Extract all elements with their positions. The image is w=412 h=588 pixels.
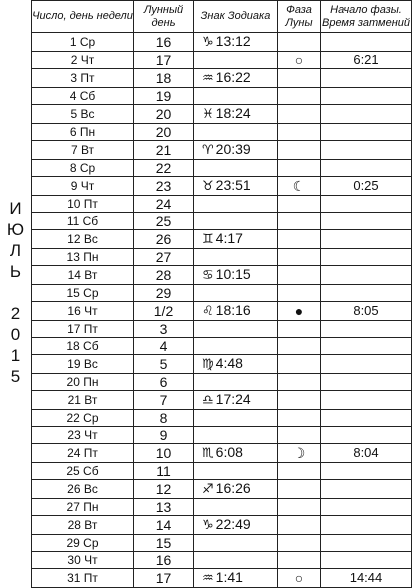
moon-phase-icon	[278, 141, 321, 160]
lunar-day-cell: 15	[134, 535, 194, 552]
table-row	[32, 249, 412, 266]
moon-phase-icon	[278, 355, 321, 374]
zodiac-icon: ♌	[202, 304, 214, 319]
lunar-day-cell: 20	[134, 105, 194, 124]
moon-phase-icon	[278, 535, 321, 552]
zodiac-cell	[194, 355, 278, 374]
day-cell: 29 Ср	[32, 535, 134, 552]
zodiac-cell	[194, 569, 278, 588]
table-row	[32, 124, 412, 141]
moon-phase-icon	[278, 321, 321, 338]
lunar-day-cell: 29	[134, 285, 194, 302]
moon-phase-icon	[278, 124, 321, 141]
table-row	[32, 88, 412, 105]
lunar-day-cell: 9	[134, 427, 194, 444]
zodiac-cell	[194, 338, 278, 355]
zodiac-cell	[194, 410, 278, 427]
phase-time-cell	[321, 213, 412, 230]
day-cell: 23 Чт	[32, 427, 134, 444]
lunar-day-cell: 27	[134, 249, 194, 266]
zodiac-cell	[194, 230, 278, 249]
lunar-day-cell: 6	[134, 374, 194, 391]
table-row	[32, 552, 412, 569]
lunar-day-cell: 23	[134, 177, 194, 196]
day-cell: 16 Чт	[32, 302, 134, 321]
phase-time-cell	[321, 105, 412, 124]
zodiac-cell	[194, 160, 278, 177]
day-cell: 7 Вт	[32, 141, 134, 160]
zodiac-cell	[194, 463, 278, 480]
day-cell: 31 Пт	[32, 569, 134, 588]
zodiac-icon: ♈	[202, 143, 214, 158]
zodiac-icon: ♓	[202, 107, 214, 122]
phase-time-cell: 8:04	[321, 444, 412, 463]
moon-phase-icon	[278, 196, 321, 213]
lunar-day-cell: 16	[134, 552, 194, 569]
day-cell: 21 Вт	[32, 391, 134, 410]
zodiac-icon: ♑	[202, 35, 214, 50]
zodiac-icon: ♊	[202, 232, 214, 247]
zodiac-cell	[194, 391, 278, 410]
lunar-day-cell: 18	[134, 69, 194, 88]
table-row	[32, 33, 412, 52]
moon-phase-icon	[278, 374, 321, 391]
zodiac-time: 16:26	[215, 480, 251, 496]
moon-phase-icon	[278, 266, 321, 285]
zodiac-cell	[194, 285, 278, 302]
day-cell: 6 Пн	[32, 124, 134, 141]
zodiac-cell	[194, 105, 278, 124]
zodiac-cell	[194, 213, 278, 230]
table-row	[32, 69, 412, 88]
phase-time-cell	[321, 69, 412, 88]
table-row	[32, 141, 412, 160]
lunar-day-cell: 19	[134, 88, 194, 105]
day-cell: 10 Пт	[32, 196, 134, 213]
header-phase-start: Начало фазы. Время затмений	[321, 1, 412, 33]
zodiac-cell	[194, 374, 278, 391]
table-row	[32, 160, 412, 177]
table-row	[32, 516, 412, 535]
lunar-day-cell: 24	[134, 196, 194, 213]
day-cell: 17 Пт	[32, 321, 134, 338]
table-row	[32, 374, 412, 391]
day-cell: 18 Сб	[32, 338, 134, 355]
phase-time-cell	[321, 33, 412, 52]
phase-time-cell	[321, 141, 412, 160]
day-cell: 28 Вт	[32, 516, 134, 535]
lunar-day-cell: 17	[134, 569, 194, 588]
table-row	[32, 444, 412, 463]
day-cell: 19 Вс	[32, 355, 134, 374]
phase-time-cell	[321, 516, 412, 535]
zodiac-icon: ♋	[202, 268, 214, 283]
phase-time-cell: 8:05	[321, 302, 412, 321]
zodiac-cell	[194, 124, 278, 141]
lunar-day-cell: 16	[134, 33, 194, 52]
zodiac-cell	[194, 196, 278, 213]
lunar-day-cell: 25	[134, 213, 194, 230]
phase-time-cell	[321, 249, 412, 266]
day-cell: 24 Пт	[32, 444, 134, 463]
lunar-day-cell: 7	[134, 391, 194, 410]
zodiac-cell	[194, 266, 278, 285]
moon-phase-icon: ○	[278, 52, 321, 69]
phase-time-cell	[321, 266, 412, 285]
phase-time-cell	[321, 463, 412, 480]
zodiac-time: 1:41	[215, 569, 243, 585]
moon-phase-icon	[278, 69, 321, 88]
day-cell: 13 Пн	[32, 249, 134, 266]
table-row	[32, 338, 412, 355]
year: 2 0 1 5	[10, 304, 21, 386]
zodiac-icon: ♒	[202, 71, 214, 86]
zodiac-cell	[194, 552, 278, 569]
moon-phase-icon: ○	[278, 569, 321, 588]
moon-phase-icon	[278, 338, 321, 355]
zodiac-icon: ♉	[202, 179, 214, 194]
zodiac-cell	[194, 535, 278, 552]
table-row	[32, 52, 412, 69]
day-cell: 26 Вс	[32, 480, 134, 499]
zodiac-time: 13:12	[215, 33, 251, 49]
lunar-day-cell: 4	[134, 338, 194, 355]
table-row	[32, 196, 412, 213]
table-row	[32, 266, 412, 285]
phase-time-cell	[321, 160, 412, 177]
header-row	[32, 1, 412, 33]
moon-phase-icon	[278, 213, 321, 230]
zodiac-cell	[194, 480, 278, 499]
phase-time-cell	[321, 535, 412, 552]
lunar-day-cell: 10	[134, 444, 194, 463]
zodiac-time: 18:16	[215, 302, 251, 318]
zodiac-icon: ♐	[202, 482, 214, 497]
table-row	[32, 230, 412, 249]
zodiac-time: 17:24	[215, 391, 251, 407]
header-zodiac-sign: Знак Зодиака	[194, 1, 278, 33]
phase-time-cell	[321, 196, 412, 213]
month-year-vertical	[0, 198, 31, 387]
lunar-day-cell: 22	[134, 160, 194, 177]
zodiac-time: 16:22	[215, 69, 251, 85]
phase-time-cell	[321, 321, 412, 338]
zodiac-cell	[194, 444, 278, 463]
phase-time-cell: 0:25	[321, 177, 412, 196]
day-cell: 27 Пн	[32, 499, 134, 516]
lunar-day-cell: 21	[134, 141, 194, 160]
phase-time-cell	[321, 499, 412, 516]
day-cell: 20 Пн	[32, 374, 134, 391]
moon-phase-icon	[278, 160, 321, 177]
table-row	[32, 213, 412, 230]
phase-time-cell	[321, 338, 412, 355]
lunar-day-cell: 14	[134, 516, 194, 535]
header-day: Число, день недели	[32, 1, 134, 33]
lunar-day-cell: 13	[134, 499, 194, 516]
table-row	[32, 480, 412, 499]
table-row	[32, 302, 412, 321]
phase-time-cell: 14:44	[321, 569, 412, 588]
moon-phase-icon	[278, 230, 321, 249]
day-cell: 2 Чт	[32, 52, 134, 69]
day-cell: 8 Ср	[32, 160, 134, 177]
moon-phase-icon: ☽	[278, 444, 321, 463]
phase-time-cell	[321, 355, 412, 374]
zodiac-time: 10:15	[215, 266, 251, 282]
zodiac-icon: ♍	[202, 357, 214, 372]
table-row	[32, 535, 412, 552]
moon-phase-icon	[278, 33, 321, 52]
phase-time-cell	[321, 391, 412, 410]
day-cell: 12 Вс	[32, 230, 134, 249]
zodiac-time: 22:49	[215, 516, 251, 532]
moon-phase-icon: ☾	[278, 177, 321, 196]
lunar-day-cell: 1/2	[134, 302, 194, 321]
moon-phase-icon	[278, 105, 321, 124]
table-row	[32, 427, 412, 444]
table-row	[32, 321, 412, 338]
phase-time-cell	[321, 230, 412, 249]
day-cell: 11 Сб	[32, 213, 134, 230]
moon-phase-icon	[278, 463, 321, 480]
day-cell: 25 Сб	[32, 463, 134, 480]
lunar-day-cell: 8	[134, 410, 194, 427]
table-row	[32, 569, 412, 588]
phase-time-cell	[321, 88, 412, 105]
zodiac-time: 4:17	[215, 230, 243, 246]
day-cell: 22 Ср	[32, 410, 134, 427]
zodiac-cell	[194, 69, 278, 88]
moon-phase-icon	[278, 516, 321, 535]
lunar-day-cell: 11	[134, 463, 194, 480]
zodiac-icon: ♏	[202, 446, 214, 461]
month-name: И Ю Л Ь	[6, 199, 25, 281]
day-cell: 5 Вс	[32, 105, 134, 124]
day-cell: 4 Сб	[32, 88, 134, 105]
table-row	[32, 410, 412, 427]
zodiac-cell	[194, 249, 278, 266]
lunar-day-cell: 28	[134, 266, 194, 285]
lunar-day-cell: 26	[134, 230, 194, 249]
phase-time-cell	[321, 374, 412, 391]
phase-time-cell	[321, 410, 412, 427]
zodiac-cell	[194, 427, 278, 444]
lunar-day-cell: 3	[134, 321, 194, 338]
moon-phase-icon	[278, 88, 321, 105]
moon-phase-icon	[278, 410, 321, 427]
zodiac-icon: ♒	[202, 571, 214, 586]
month-label	[0, 0, 31, 564]
zodiac-cell	[194, 499, 278, 516]
moon-phase-icon	[278, 480, 321, 499]
phase-time-cell	[321, 124, 412, 141]
header-moon-phase: Фаза Луны	[278, 1, 321, 33]
moon-phase-icon	[278, 285, 321, 302]
day-cell: 14 Вт	[32, 266, 134, 285]
zodiac-cell	[194, 52, 278, 69]
table-row	[32, 355, 412, 374]
moon-phase-icon	[278, 249, 321, 266]
table-row	[32, 499, 412, 516]
phase-time-cell: 6:21	[321, 52, 412, 69]
zodiac-time: 6:08	[215, 444, 243, 460]
day-cell: 3 Пт	[32, 69, 134, 88]
phase-time-cell	[321, 285, 412, 302]
table-row	[32, 285, 412, 302]
lunar-day-cell: 12	[134, 480, 194, 499]
zodiac-cell	[194, 141, 278, 160]
day-cell: 15 Ср	[32, 285, 134, 302]
lunar-calendar-table	[31, 0, 412, 588]
phase-time-cell	[321, 427, 412, 444]
zodiac-cell	[194, 321, 278, 338]
zodiac-time: 23:51	[215, 177, 251, 193]
zodiac-time: 20:39	[215, 141, 251, 157]
moon-phase-icon	[278, 499, 321, 516]
zodiac-cell	[194, 88, 278, 105]
moon-phase-icon: ●	[278, 302, 321, 321]
phase-time-cell	[321, 480, 412, 499]
day-cell: 9 Чт	[32, 177, 134, 196]
zodiac-cell	[194, 302, 278, 321]
moon-phase-icon	[278, 391, 321, 410]
table-row	[32, 105, 412, 124]
zodiac-cell	[194, 177, 278, 196]
zodiac-time: 4:48	[215, 355, 243, 371]
zodiac-time: 18:24	[215, 105, 251, 121]
table-row	[32, 177, 412, 196]
day-cell: 30 Чт	[32, 552, 134, 569]
phase-time-cell	[321, 552, 412, 569]
moon-phase-icon	[278, 427, 321, 444]
lunar-day-cell: 20	[134, 124, 194, 141]
lunar-day-cell: 17	[134, 52, 194, 69]
day-cell: 1 Ср	[32, 33, 134, 52]
table-row	[32, 463, 412, 480]
zodiac-icon: ♑	[202, 518, 214, 533]
table-row	[32, 391, 412, 410]
zodiac-cell	[194, 516, 278, 535]
moon-phase-icon	[278, 552, 321, 569]
zodiac-cell	[194, 33, 278, 52]
zodiac-icon: ♎	[202, 393, 214, 408]
lunar-day-cell: 5	[134, 355, 194, 374]
header-lunar-day: Лунный день	[134, 1, 194, 33]
